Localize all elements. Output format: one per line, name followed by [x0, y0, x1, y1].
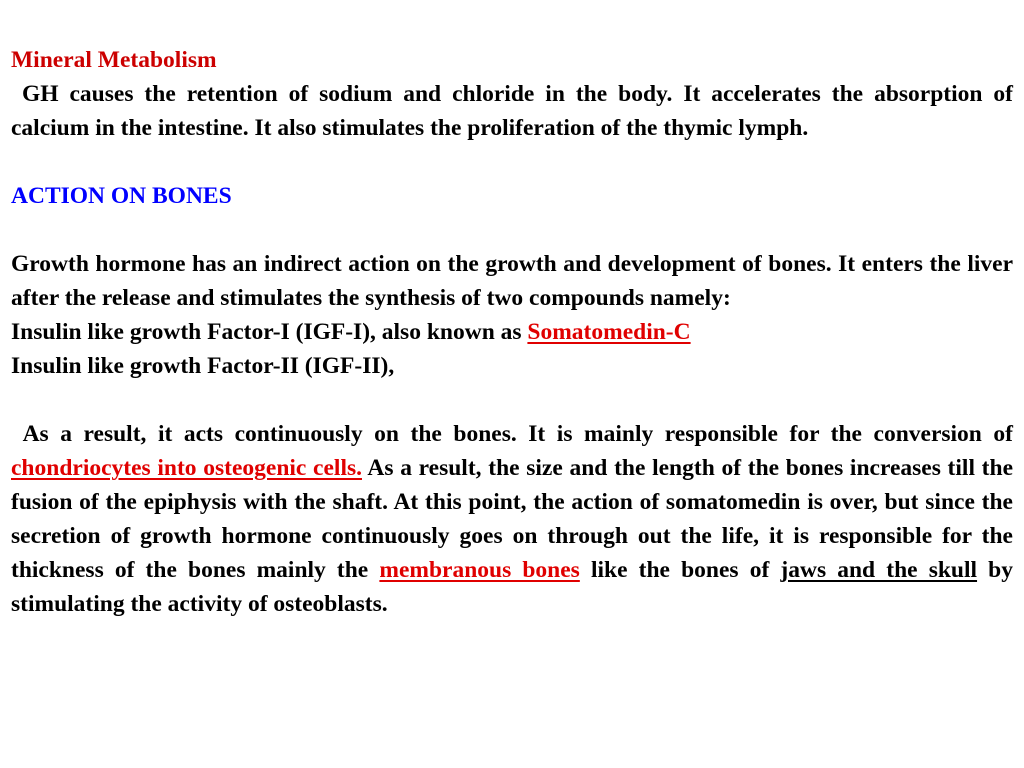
spacer	[11, 145, 1013, 179]
result-text-1: As a result, it acts continuously on the bones. It is mainly responsible for the conversion of	[22, 421, 1014, 447]
membranous-bones-link[interactable]: membranous bones	[379, 557, 580, 583]
spacer	[11, 213, 1013, 247]
mineral-metabolism-paragraph	[11, 77, 1013, 145]
spacer	[11, 383, 1013, 417]
result-text-4: by stimulating the activity of osteoblasts.	[11, 557, 1013, 617]
somatomedin-c-link[interactable]: Somatomedin-C	[527, 319, 691, 345]
igf2-line: Insulin like growth Factor-II (IGF-II),	[11, 353, 395, 379]
bones-intro-paragraph: Growth hormone has an indirect action on the growth and development of bones. It enters the liver after the release and stimulates the synthesis of two compounds namely:	[11, 251, 1013, 311]
mineral-metabolism-heading: Mineral Metabolism	[11, 47, 217, 73]
jaws-and-skull-underlined: jaws and the skull	[780, 557, 978, 583]
bones-result-paragraph	[11, 417, 1013, 621]
result-text-2: As a result, the size and the length of the bones increases till the fusion of the epiphysis with the shaft. At this point, the action of somatomedin is over, but since the secretion of growth hormone continuously goes on through out the life, it is responsible for the thickness of the bones mainly the	[11, 455, 1013, 583]
igf1-text: Insulin like growth Factor-I (IGF-I), also known as	[11, 319, 528, 345]
action-on-bones-heading: ACTION ON BONES	[11, 183, 232, 209]
chondriocytes-link[interactable]: chondriocytes into osteogenic cells.	[11, 455, 362, 481]
igf1-line	[11, 315, 1013, 349]
mineral-metabolism-text: GH causes the retention of sodium and chloride in the body. It accelerates the absorption of calcium in the intestine. It also stimulates the proliferation of the thymic lymph.	[11, 81, 1014, 141]
result-text-3: like the bones of	[579, 557, 781, 583]
